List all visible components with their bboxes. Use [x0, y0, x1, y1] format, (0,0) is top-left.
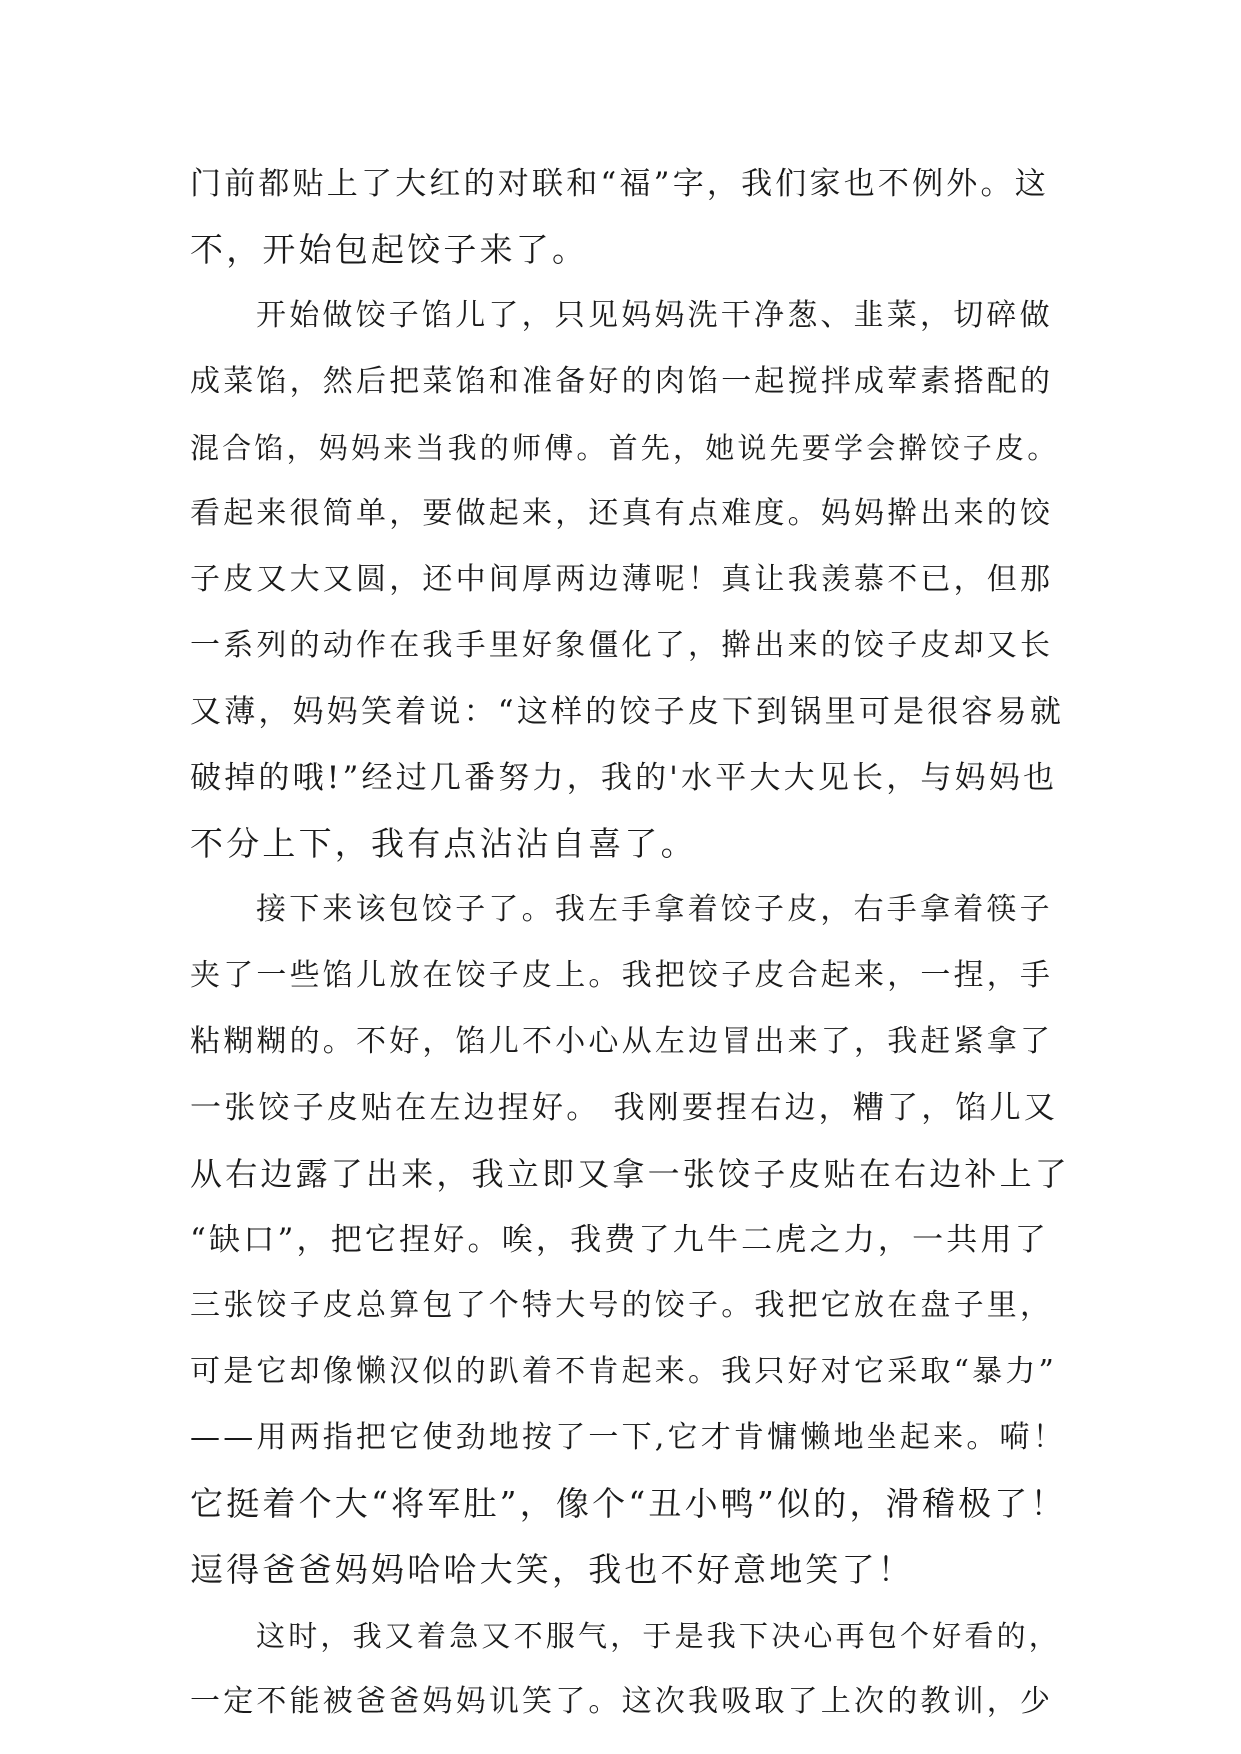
text-line: 粘糊糊的。不好，馅儿不小心从左边冒出来了，我赶紧拿了: [190, 1024, 1054, 1059]
essay-body: [190, 151, 1070, 1735]
text-line: 可是它却像懒汉似的趴着不肯起来。我只好对它采取“暴力”: [190, 1354, 1058, 1389]
text-line: “缺口”，把它捏好。唉，我费了九牛二虎之力，一共用了: [190, 1222, 1049, 1258]
text-line: 不分上下，我有点沾沾自喜了。: [190, 824, 697, 863]
paragraph-start-line: 这时，我又着急又不服气，于是我下决心再包个好看的，: [256, 1619, 1062, 1653]
text-line: 从右边露了出来，我立即又拿一张饺子皮贴在右边补上了: [190, 1155, 1071, 1193]
text-line: 子皮又大又圆，还中间厚两边薄呢！真让我羡慕不已，但那: [190, 562, 1054, 597]
text-line: 成菜馅，然后把菜馅和准备好的肉馅一起搅拌成荤素搭配的: [190, 364, 1054, 399]
text-line: 一张饺子皮贴在左边捏好。 我刚要捏右边，糟了，馅儿又: [190, 1090, 1059, 1126]
text-line: 三张饺子皮总算包了个特大号的饺子。我把它放在盘子里，: [190, 1288, 1054, 1323]
text-line: 又薄，妈妈笑着说：“这样的饺子皮下到锅里可是很容易就: [190, 694, 1065, 730]
paragraph-start-line: 开始做饺子馅儿了，只见妈妈洗干净葱、韭菜，切碎做: [256, 298, 1053, 333]
text-line: 门前都贴上了大红的对联和“福”字，我们家也不例外。这: [190, 166, 1049, 202]
text-line: 它挺着个大“将军肚”，像个“丑小鸭”似的，滑稽极了！: [190, 1484, 1067, 1523]
text-line: 一定不能被爸爸妈妈讥笑了。这次我吸取了上次的教训，少: [190, 1684, 1054, 1719]
text-line: 看起来很简单，要做起来，还真有点难度。妈妈擀出来的饺: [190, 496, 1054, 531]
text-line: 混合馅，妈妈来当我的师傅。首先，她说先要学会擀饺子皮。: [190, 431, 1060, 465]
text-line: 一系列的动作在我手里好象僵化了，擀出来的饺子皮却又长: [190, 628, 1054, 663]
paragraph-start-line: 接下来该包饺子了。我左手拿着饺子皮，右手拿着筷子: [256, 892, 1053, 927]
text-line: 逗得爸爸妈妈哈哈大笑，我也不好意地笑了！: [190, 1550, 914, 1589]
text-line: 破掉的哦!”经过几番努力，我的'水平大大见长，与妈妈也: [190, 760, 1058, 796]
text-line: ——用两指把它使劲地按了一下,它才肯慵懒地坐起来。嗬！: [190, 1420, 1066, 1455]
text-line: 夹了一些馅儿放在饺子皮上。我把饺子皮合起来，一捏，手: [190, 958, 1054, 993]
text-line: 不，开始包起饺子来了。: [190, 230, 589, 269]
